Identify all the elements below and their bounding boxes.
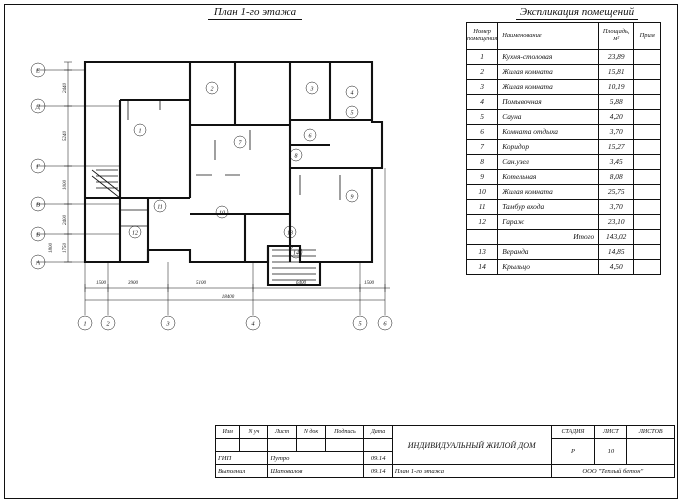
cell-area: 3,45 xyxy=(599,155,634,170)
svg-text:3: 3 xyxy=(166,320,170,328)
explication-title-text: Экспликация помещений xyxy=(516,6,638,20)
room-number-labels xyxy=(129,82,358,258)
th-remark: Прим xyxy=(634,23,661,50)
svg-text:1: 1 xyxy=(83,320,87,328)
svg-text:1000: 1000 xyxy=(63,180,68,190)
svg-text:2440: 2440 xyxy=(63,83,68,93)
stamp-sheet-value: 10 xyxy=(595,439,627,465)
cell-area: 23,89 xyxy=(599,50,634,65)
svg-text:Д: Д xyxy=(35,103,41,111)
cell-number: 9 xyxy=(467,170,498,185)
axis-markers-horizontal xyxy=(31,63,120,269)
svg-text:3900: 3900 xyxy=(128,281,138,286)
stamp-col-list: Лист xyxy=(268,426,296,439)
cell-area: 23,10 xyxy=(599,215,634,230)
cell-number: 14 xyxy=(467,260,498,275)
total-value: 143,02 xyxy=(599,230,634,245)
cell-number: 7 xyxy=(467,140,498,155)
svg-text:18400: 18400 xyxy=(221,295,235,300)
th-number: Номер помещения xyxy=(467,23,498,50)
cell-area: 10,19 xyxy=(599,80,634,95)
cell-name: Кухня-столовая xyxy=(498,50,599,65)
svg-text:2400: 2400 xyxy=(63,215,68,225)
cell-name: Крыльцо xyxy=(498,260,599,275)
stamp-organization: ООО "Теплый бетон" xyxy=(551,465,674,478)
svg-text:Б: Б xyxy=(36,231,40,239)
svg-text:5: 5 xyxy=(350,110,354,117)
stamp-role-row-author xyxy=(216,465,675,478)
stamp-cell-blank xyxy=(326,439,364,452)
cell-name: Тамбур входа xyxy=(498,200,599,215)
svg-text:3: 3 xyxy=(310,86,314,93)
title-block-table xyxy=(215,425,675,478)
svg-text:9: 9 xyxy=(350,194,354,201)
total-label: Итого xyxy=(498,230,599,245)
svg-text:11: 11 xyxy=(157,204,163,211)
cell-number: 5 xyxy=(467,110,498,125)
stamp-name-author: Шаповалов xyxy=(268,465,364,478)
stamp-header-row xyxy=(216,426,675,439)
svg-text:1500: 1500 xyxy=(96,281,106,286)
cell-name: Котельная xyxy=(498,170,599,185)
svg-text:7: 7 xyxy=(238,140,242,147)
th-area: Площадь, м² xyxy=(599,23,634,50)
cell-area: 25,75 xyxy=(599,185,634,200)
cell-area: 3,70 xyxy=(599,200,634,215)
cell-number: 2 xyxy=(467,65,498,80)
svg-text:1800: 1800 xyxy=(49,243,54,253)
stamp-col-izm: Изм xyxy=(216,426,240,439)
cell-number: 12 xyxy=(467,215,498,230)
cell-number: 6 xyxy=(467,125,498,140)
cell-name: Сан.узел xyxy=(498,155,599,170)
stamp-object-name: ИНДИВИДУАЛЬНЫЙ ЖИЛОЙ ДОМ xyxy=(392,426,551,465)
cell-area: 15,27 xyxy=(599,140,634,155)
building-walls xyxy=(85,62,382,285)
stamp-col-nuch: N уч xyxy=(240,426,268,439)
stamp-col-podpis: Подпись xyxy=(326,426,364,439)
stamp-date-gip: 09.14 xyxy=(364,452,392,465)
th-name: Наименование xyxy=(498,23,599,50)
svg-text:А: А xyxy=(36,259,40,267)
stamp-cell-blank xyxy=(268,439,296,452)
cell-area: 5,88 xyxy=(599,95,634,110)
stamp-cell-blank xyxy=(240,439,268,452)
stamp-col-sheets: ЛИСТОВ xyxy=(627,426,675,439)
svg-text:5240: 5240 xyxy=(63,131,68,141)
stamp-name-gip: Путро xyxy=(268,452,364,465)
cell-number: 1 xyxy=(467,50,498,65)
dimension-chain-left xyxy=(49,62,72,262)
stamp-col-sheet: ЛИСТ xyxy=(595,426,627,439)
svg-text:Г: Г xyxy=(36,163,40,171)
cell-name: Веранда xyxy=(498,245,599,260)
cell-number: 8 xyxy=(467,155,498,170)
svg-text:6400: 6400 xyxy=(296,281,306,286)
svg-text:14: 14 xyxy=(293,250,299,257)
svg-text:1: 1 xyxy=(138,128,142,135)
stamp-role-gip: ГИП xyxy=(216,452,268,465)
svg-text:8: 8 xyxy=(294,153,298,160)
svg-text:12: 12 xyxy=(132,230,138,237)
stamp-sheets-value xyxy=(627,439,675,465)
stamp-role-author: Выполнил xyxy=(216,465,268,478)
svg-text:13: 13 xyxy=(287,230,293,237)
svg-text:6: 6 xyxy=(308,133,312,140)
svg-text:1500: 1500 xyxy=(364,281,374,286)
cell-number: 4 xyxy=(467,95,498,110)
cell-name: Жилая комната xyxy=(498,80,599,95)
svg-text:6: 6 xyxy=(383,320,387,328)
cell-number: 13 xyxy=(467,245,498,260)
stamp-drawing-name: План 1-го этажа xyxy=(392,465,551,478)
cell-number: 11 xyxy=(467,200,498,215)
cell-area: 3,70 xyxy=(599,125,634,140)
cell-area: 15,81 xyxy=(599,65,634,80)
cell-name: Сауна xyxy=(498,110,599,125)
svg-text:Е: Е xyxy=(36,67,40,75)
cell-name: Помывочная xyxy=(498,95,599,110)
plan-title-text: План 1-го этажа xyxy=(208,6,302,20)
stamp-date-author: 09.14 xyxy=(364,465,392,478)
stamp-col-stage: СТАДИЯ xyxy=(551,426,595,439)
cell-name: Жилая комната xyxy=(498,65,599,80)
svg-text:10: 10 xyxy=(219,210,225,217)
stamp-cell-blank xyxy=(364,439,392,452)
cell-area: 14,85 xyxy=(599,245,634,260)
svg-text:2: 2 xyxy=(210,86,214,93)
stamp-cell-blank xyxy=(216,439,240,452)
cell-area: 8,08 xyxy=(599,170,634,185)
cell-number: 3 xyxy=(467,80,498,95)
stamp-col-data: Дата xyxy=(364,426,392,439)
cell-name: Жилая комната xyxy=(498,185,599,200)
svg-text:4: 4 xyxy=(350,90,354,97)
svg-text:5: 5 xyxy=(358,320,362,328)
svg-text:1750: 1750 xyxy=(63,243,68,253)
svg-text:4: 4 xyxy=(251,320,255,328)
svg-text:5100: 5100 xyxy=(196,281,206,286)
svg-text:2: 2 xyxy=(106,320,110,328)
cell-area: 4,50 xyxy=(599,260,634,275)
title-block xyxy=(215,425,675,497)
stamp-cell-blank xyxy=(296,439,326,452)
svg-text:В: В xyxy=(36,201,40,209)
cell-name: Гараж xyxy=(498,215,599,230)
cell-name: Комната отдыха xyxy=(498,125,599,140)
stamp-stage-value: Р xyxy=(551,439,595,465)
stamp-col-ndok: N док xyxy=(296,426,326,439)
cell-name: Коридор xyxy=(498,140,599,155)
cell-number: 10 xyxy=(467,185,498,200)
cell-area: 4,20 xyxy=(599,110,634,125)
